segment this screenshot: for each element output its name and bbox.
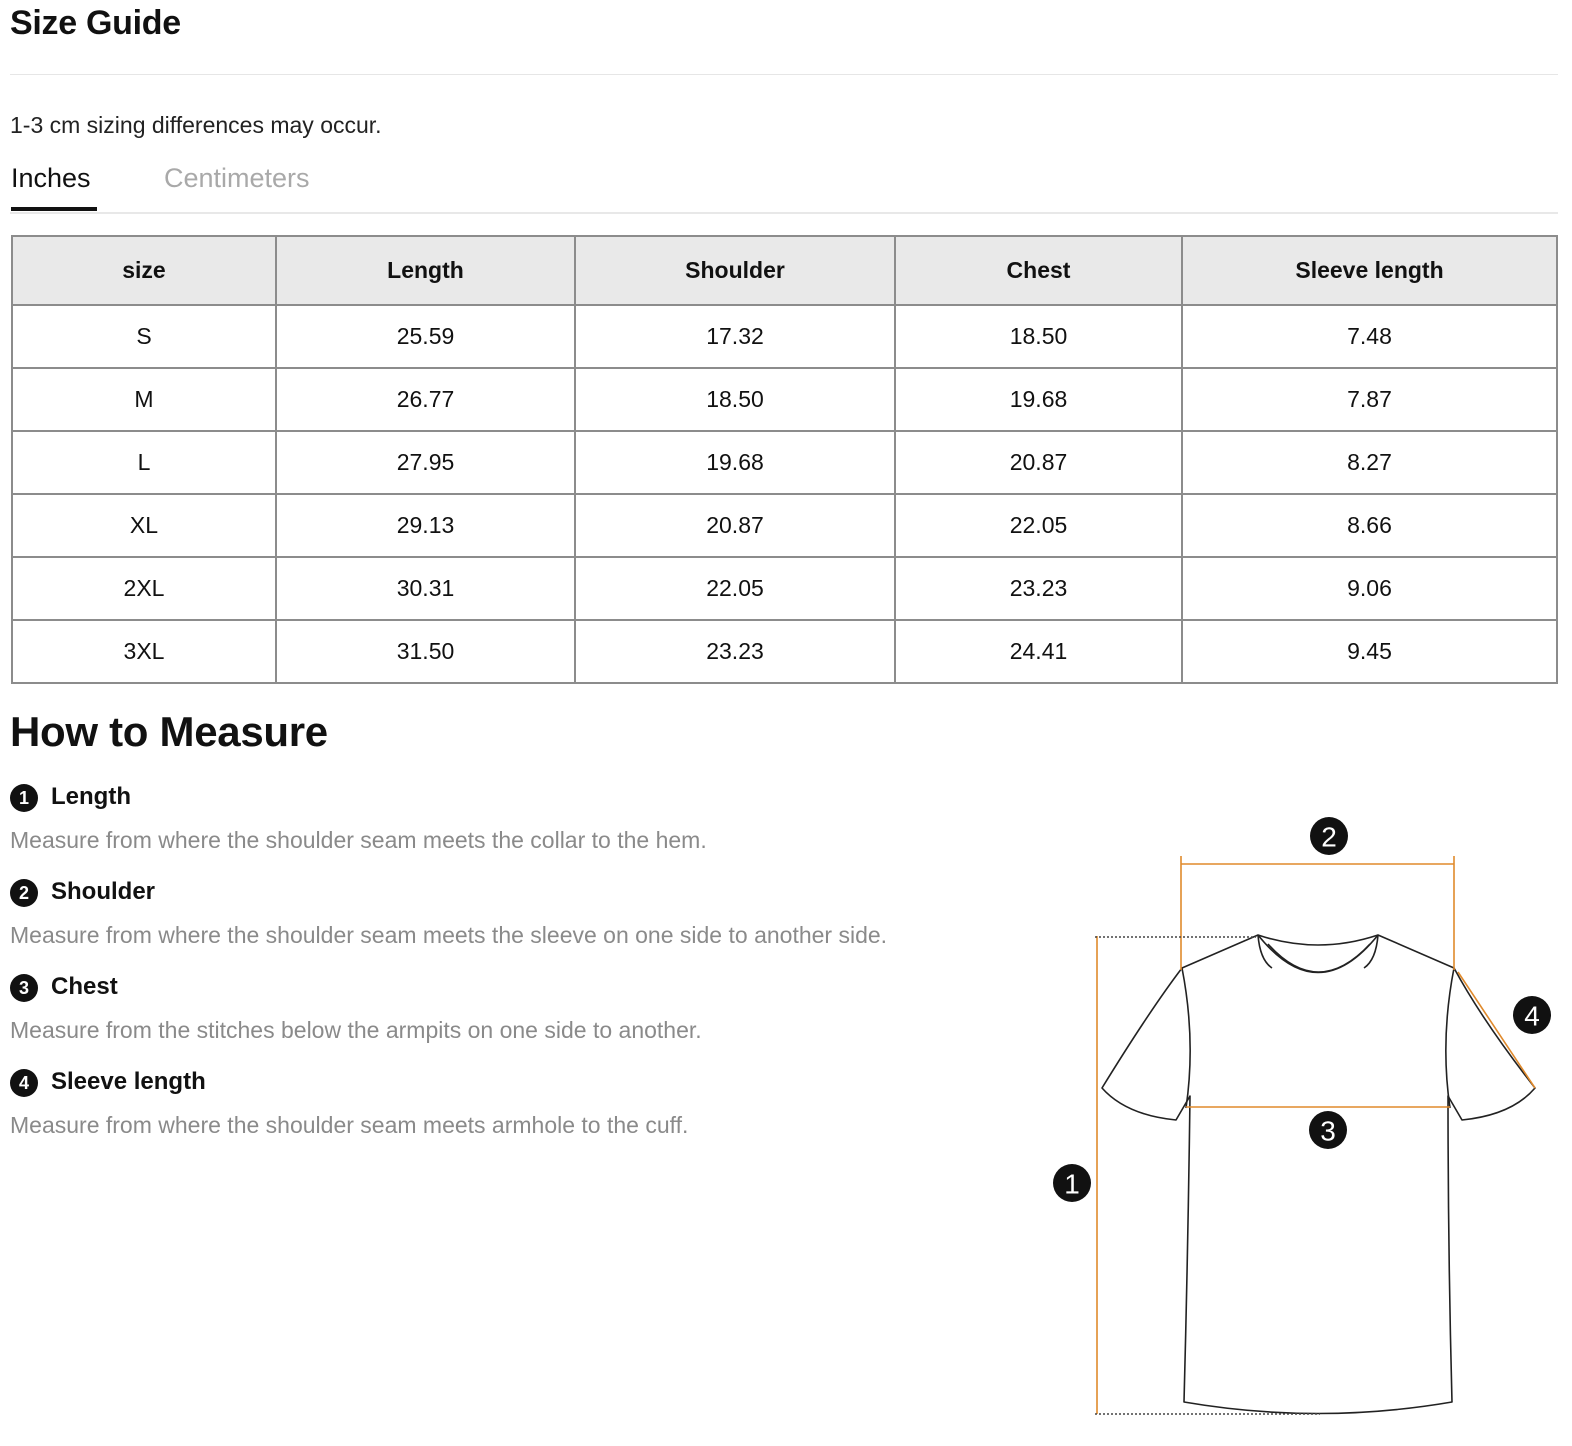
dotted-guides <box>1095 937 1320 1414</box>
table-header-row <box>12 236 1557 305</box>
table-cell-length: 26.77 <box>276 368 575 431</box>
table-row <box>12 494 1557 557</box>
table-cell-length: 30.31 <box>276 557 575 620</box>
table-cell-size: S <box>12 305 276 368</box>
table-row <box>12 620 1557 683</box>
table-cell-chest: 22.05 <box>895 494 1182 557</box>
tab-inches[interactable]: Inches <box>11 163 91 193</box>
column-header-length: Length <box>276 236 575 305</box>
table-cell-chest: 18.50 <box>895 305 1182 368</box>
badge-2-label: 2 <box>1321 821 1337 853</box>
table-cell-shoulder: 19.68 <box>575 431 895 494</box>
measure-steps <box>10 780 1010 1160</box>
table-cell-sleeve-length: 8.66 <box>1182 494 1557 557</box>
table-cell-sleeve-length: 9.45 <box>1182 620 1557 683</box>
table-row <box>12 557 1557 620</box>
tshirt-outline-icon <box>1102 935 1535 1414</box>
measure-step-length <box>10 780 1010 875</box>
table-cell-chest: 23.23 <box>895 557 1182 620</box>
table-cell-chest: 20.87 <box>895 431 1182 494</box>
table-cell-length: 29.13 <box>276 494 575 557</box>
size-table <box>11 235 1558 684</box>
table-cell-length: 31.50 <box>276 620 575 683</box>
column-header-shoulder: Shoulder <box>575 236 895 305</box>
column-header-chest: Chest <box>895 236 1182 305</box>
column-header-size: size <box>12 236 276 305</box>
badge-3-icon <box>1309 1111 1347 1149</box>
table-cell-size: 2XL <box>12 557 276 620</box>
sizing-note: 1-3 cm sizing differences may occur. <box>10 112 382 138</box>
unit-tabs <box>10 158 1558 214</box>
number-3-icon: 3 <box>10 974 38 1002</box>
table-cell-size: M <box>12 368 276 431</box>
table-row <box>12 305 1557 368</box>
page-title: Size Guide <box>10 4 181 42</box>
table-cell-sleeve-length: 7.48 <box>1182 305 1557 368</box>
table-cell-chest: 24.41 <box>895 620 1182 683</box>
measure-step-shoulder <box>10 875 1010 970</box>
measure-step-sleeve-length <box>10 1065 1010 1160</box>
number-4-icon: 4 <box>10 1069 38 1097</box>
table-cell-shoulder: 22.05 <box>575 557 895 620</box>
table-row <box>12 431 1557 494</box>
step-description: Measure from where the shoulder seam meets the sleeve on one side to another side. <box>10 922 888 948</box>
tab-centimeters[interactable]: Centimeters <box>164 163 310 193</box>
table-cell-shoulder: 18.50 <box>575 368 895 431</box>
badge-4-label: 4 <box>1524 1000 1540 1032</box>
table-cell-shoulder: 23.23 <box>575 620 895 683</box>
column-header-sleeve-length: Sleeve length <box>1182 236 1557 305</box>
measure-step-chest <box>10 970 1010 1065</box>
step-description: Measure from the stitches below the armpits on one side to another. <box>10 1017 702 1043</box>
step-description: Measure from where the shoulder seam meets the collar to the hem. <box>10 827 707 853</box>
active-tab-indicator <box>11 207 97 211</box>
badge-2-icon <box>1310 817 1348 855</box>
table-cell-size: L <box>12 431 276 494</box>
table-cell-sleeve-length: 9.06 <box>1182 557 1557 620</box>
number-1-icon: 1 <box>10 784 38 812</box>
step-label: Shoulder <box>51 878 156 905</box>
badge-1-label: 1 <box>1064 1168 1080 1200</box>
tshirt-measurement-diagram <box>1040 800 1560 1430</box>
table-cell-length: 27.95 <box>276 431 575 494</box>
table-cell-size: XL <box>12 494 276 557</box>
badge-3-label: 3 <box>1320 1115 1336 1147</box>
table-cell-sleeve-length: 8.27 <box>1182 431 1557 494</box>
badge-4-icon <box>1513 996 1551 1034</box>
table-cell-length: 25.59 <box>276 305 575 368</box>
how-to-measure-title: How to Measure <box>10 708 328 755</box>
step-description: Measure from where the shoulder seam meets armhole to the cuff. <box>10 1112 689 1138</box>
table-cell-chest: 19.68 <box>895 368 1182 431</box>
title-divider <box>10 74 1558 75</box>
table-cell-shoulder: 20.87 <box>575 494 895 557</box>
table-row <box>12 368 1557 431</box>
step-label: Length <box>51 783 131 810</box>
table-cell-size: 3XL <box>12 620 276 683</box>
step-label: Chest <box>51 973 118 1000</box>
table-cell-sleeve-length: 7.87 <box>1182 368 1557 431</box>
badge-1-icon <box>1053 1164 1091 1202</box>
table-cell-shoulder: 17.32 <box>575 305 895 368</box>
step-label: Sleeve length <box>51 1068 206 1095</box>
number-2-icon: 2 <box>10 879 38 907</box>
